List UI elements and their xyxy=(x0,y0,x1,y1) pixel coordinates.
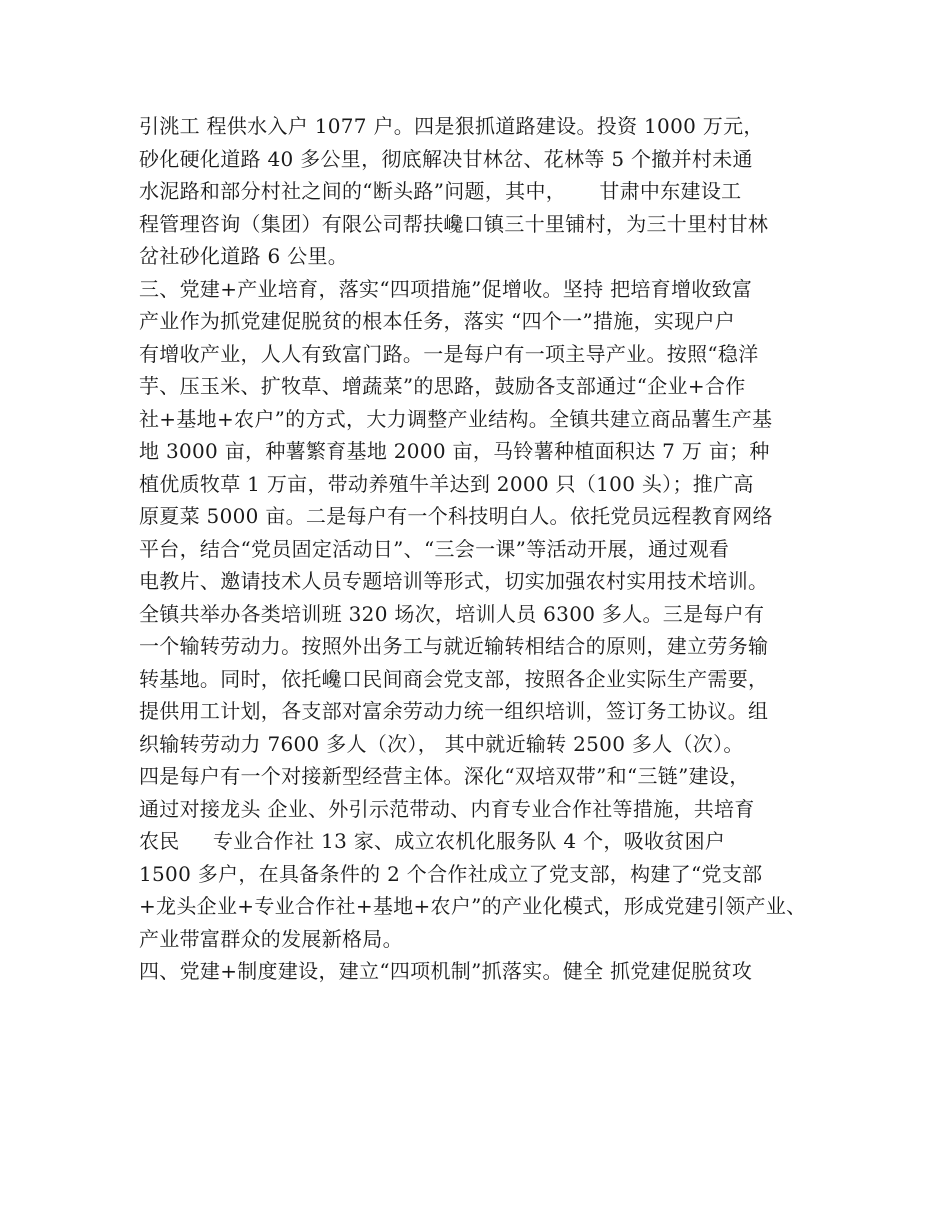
text-line: 引洮工 程供水入户 1077 户。四是狠抓道路建设。投资 1000 万元， xyxy=(139,114,764,138)
text-line: 平台，结合“党员固定活动日”、“三会一课”等活动开展，通过观看 xyxy=(139,536,730,561)
text-line: 植优质牧草 1 万亩，带动养殖牛羊达到 2000 只（100 头）；推广高 xyxy=(139,471,754,496)
text-line: 芋、压玉米、扩牧草、增蔬菜”的思路，鼓励各支部通过“企业+合作 xyxy=(139,374,746,398)
text-line: 一个输转劳动力。按照外出务工与就近输转相结合的原则，建立劳务输 xyxy=(139,634,769,658)
text-line: 农民 专业合作社 13 家、成立农机化服务队 4 个，吸收贫困户 xyxy=(139,829,726,853)
text-line: 提供用工计划，各支部对富余劳动力统一组织培训，签订务工协议。组 xyxy=(139,699,769,723)
body-text xyxy=(139,110,839,988)
text-line: +龙头企业+专业合作社+基地+农户”的产业化模式，形成党建引领产业、 xyxy=(139,894,807,918)
text-line: 社+基地+农户”的方式，大力调整产业结构。全镇共建立商品薯生产基 xyxy=(139,406,773,431)
text-line: 四是每户有一个对接新型经营主体。深化“双培双带”和“三链”建设， xyxy=(139,764,750,788)
text-line: 有增收产业，人人有致富门路。一是每户有一项主导产业。按照“稳洋 xyxy=(139,341,759,366)
text-line: 电教片、邀请技术人员专题培训等形式，切实加强农村实用技术培训。 xyxy=(139,569,769,593)
text-line: 通过对接龙头 企业、外引示范带动、内育专业合作社等措施，共培育 xyxy=(139,796,755,821)
text-line: 水泥路和部分村社之间的“断头路”问题，其中， 甘肃中东建设工 xyxy=(139,179,742,203)
text-line: 岔社砂化道路 6 公里。 xyxy=(139,244,349,268)
text-line: 转基地。同时，依托巉口民间商会党支部，按照各企业实际生产需要， xyxy=(139,666,769,691)
text-line: 产业作为抓党建促脱贫的根本任务，落实 “四个一”措施，实现户户 xyxy=(139,309,736,333)
text-line: 1500 多户，在具备条件的 2 个合作社成立了党支部，构建了“党支部 xyxy=(139,861,763,886)
section-heading-line: 四、党建+制度建设，建立“四项机制”抓落实。健全 抓党建促脱贫攻 xyxy=(139,959,753,983)
text-line: 程管理咨询（集团）有限公司帮扶巉口镇三十里铺村，为三十里村甘林 xyxy=(139,211,769,236)
text-line: 地 3000 亩，种薯繁育基地 2000 亩，马铃薯种植面积达 7 万 亩；种 xyxy=(139,439,770,463)
text-line: 全镇共举办各类培训班 320 场次，培训人员 6300 多人。三是每户有 xyxy=(139,601,765,626)
text-line: 织输转劳动力 7600 多人（次）， 其中就近输转 2500 多人（次）。 xyxy=(139,731,744,756)
text-line: 产业带富群众的发展新格局。 xyxy=(139,926,403,951)
text-line: 砂化硬化道路 40 多公里，彻底解决甘林岔、花林等 5 个撤并村未通 xyxy=(139,146,753,171)
section-heading-line: 三、党建+产业培育，落实“四项措施”促增收。坚持 把培育增收致富 xyxy=(139,276,753,301)
text-line: 原夏菜 5000 亩。二是每户有一个科技明白人。依托党员远程教育网络 xyxy=(139,504,773,528)
